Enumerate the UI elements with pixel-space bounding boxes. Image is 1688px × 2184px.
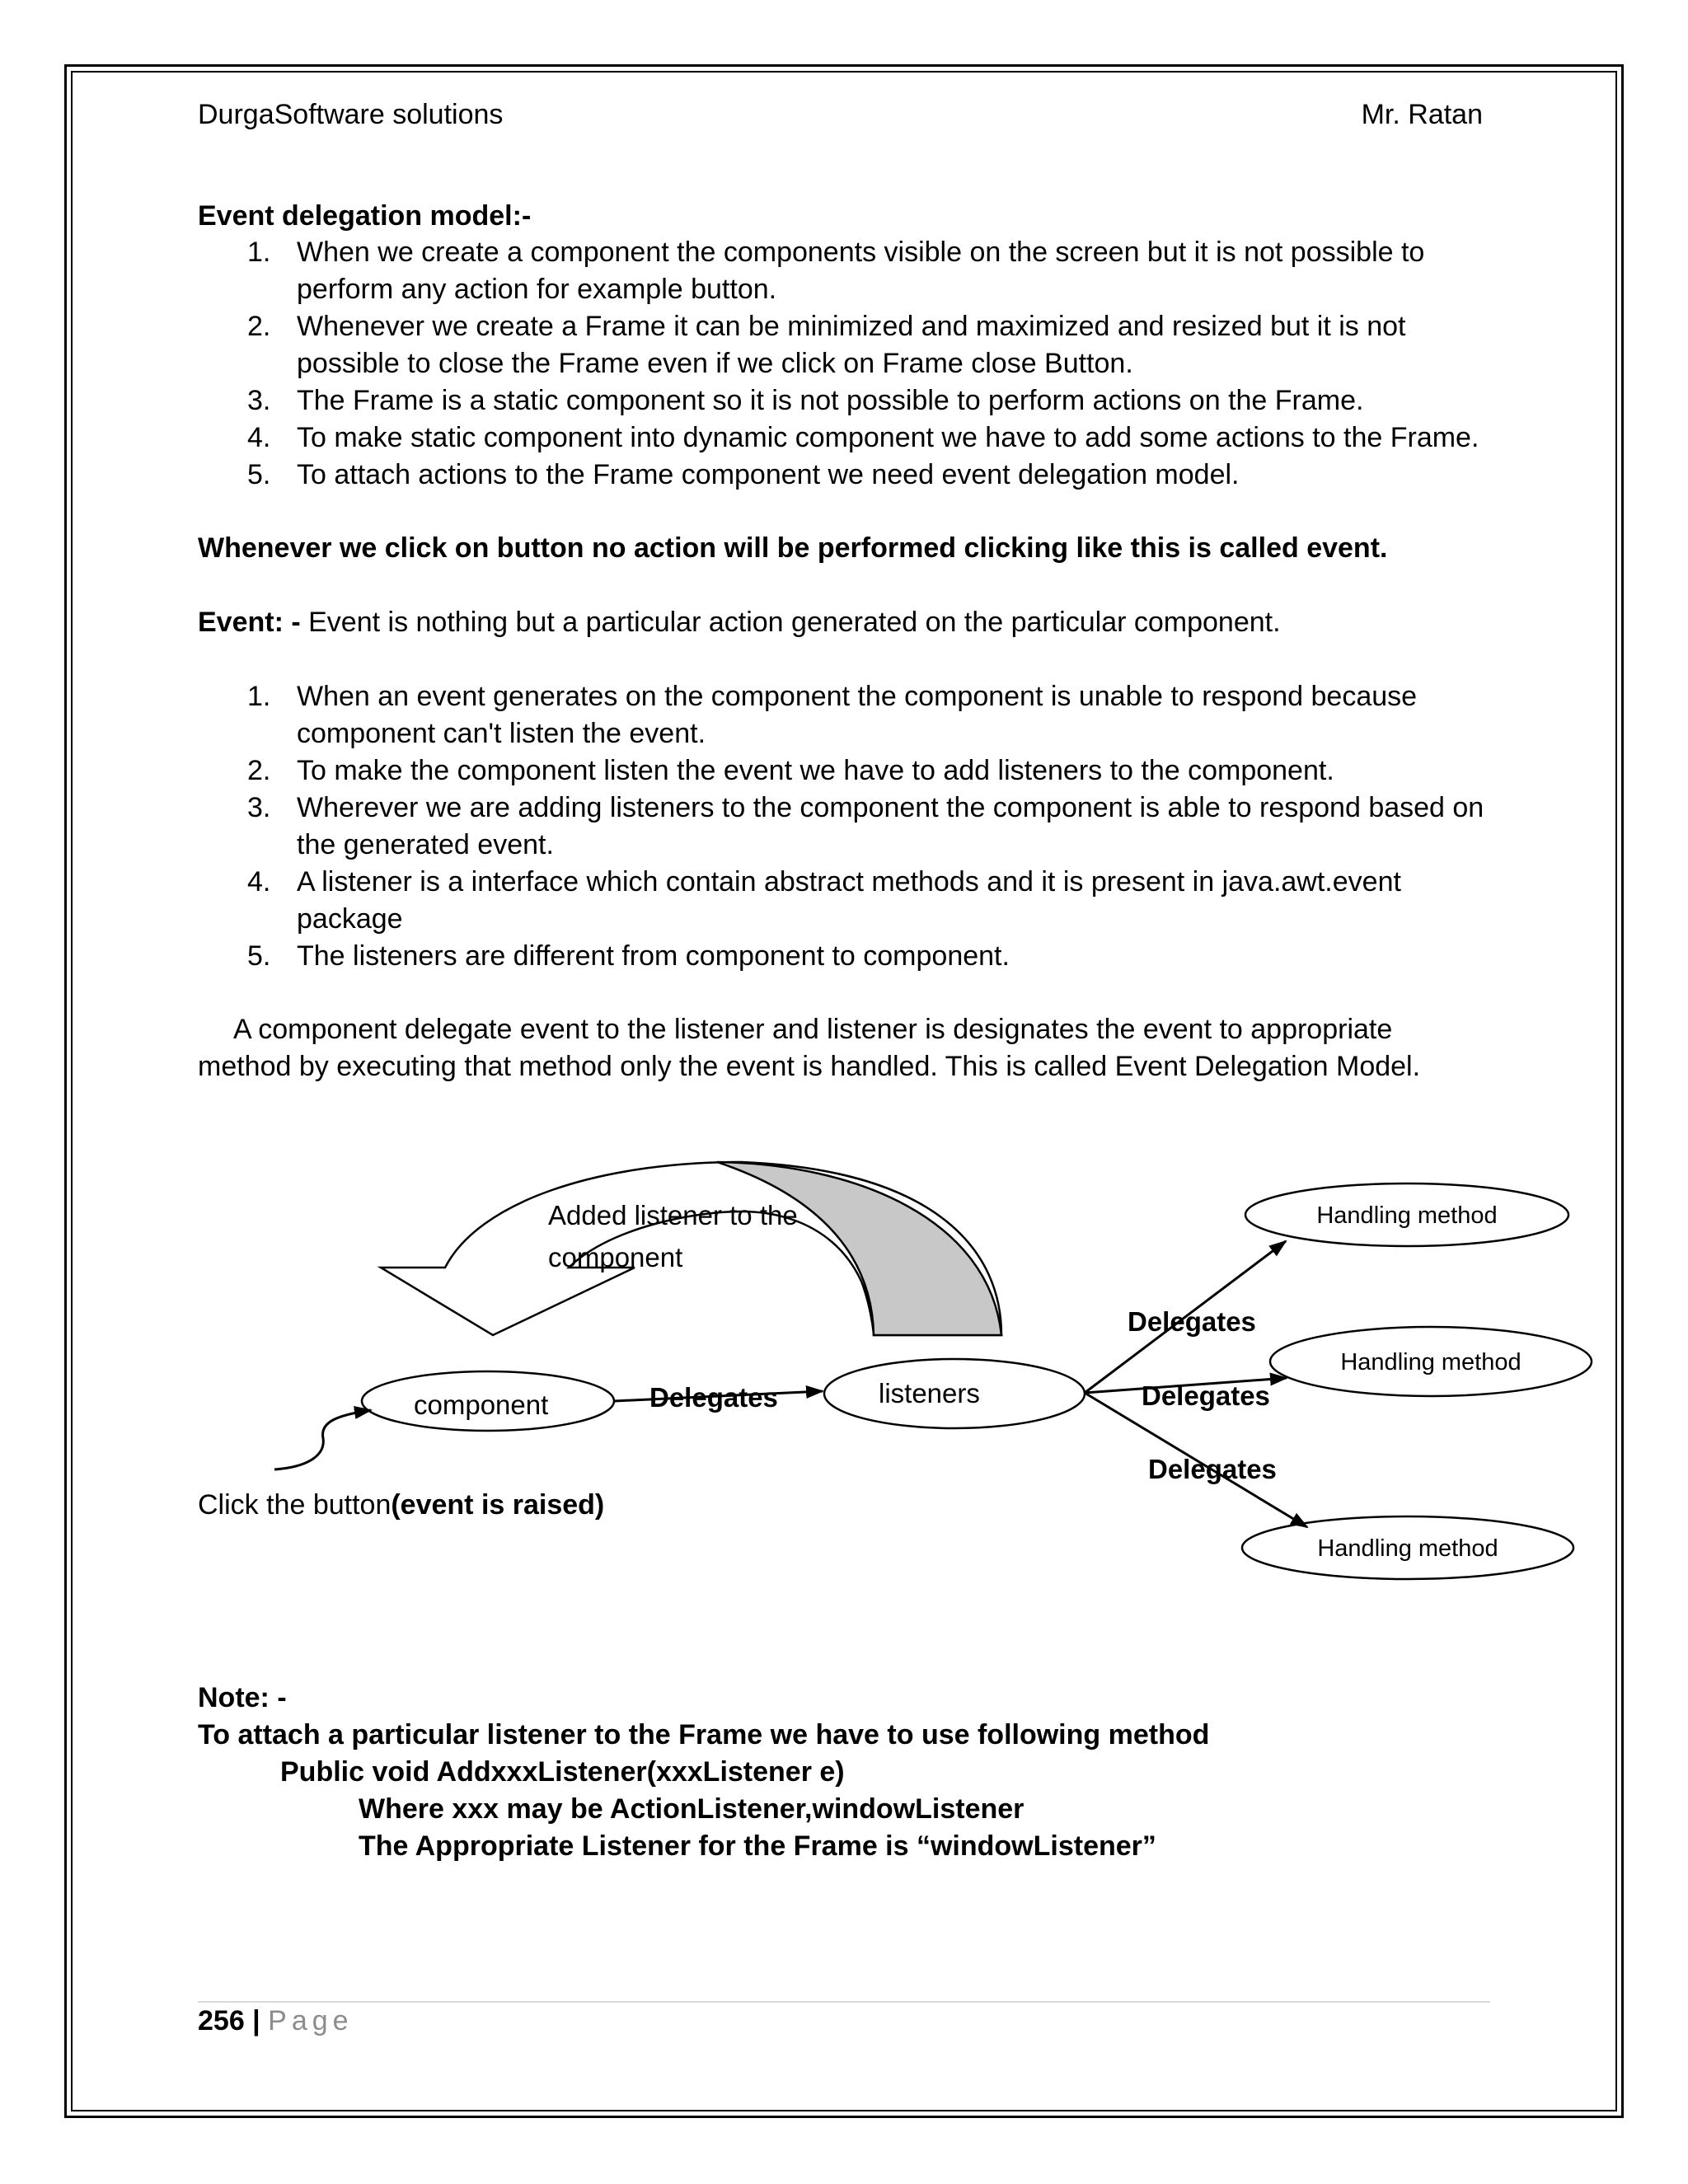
paragraph-line-2: method by executing that method only the event is handled. This is called Event Delegation Model.: [198, 1051, 1421, 1082]
page-label: Page: [268, 2005, 354, 2036]
list-number: 2.: [247, 311, 271, 342]
list-item: Wherever we are adding listeners to the component the component is able to respond based on the generated event.: [297, 792, 1484, 860]
click-arrow: [274, 1410, 371, 1469]
list-item: The listeners are different from component to component.: [297, 940, 1010, 972]
list-item: To make static component into dynamic component we have to add some actions to the Frame.: [297, 422, 1479, 453]
footer-rule: [198, 2001, 1490, 2003]
arrow-label-line-1: Added listener to the: [548, 1200, 798, 1230]
section-heading: Event delegation model:-: [198, 200, 532, 232]
list-number: 5.: [247, 459, 271, 490]
list-item: Whenever we create a Frame it can be minimized and maximized and resized but it is not possible to close the Frame even if we click on Frame close Button.: [297, 311, 1406, 379]
footer-separator: |: [244, 2005, 269, 2036]
note-title: Note: -: [198, 1682, 287, 1713]
component-label: component: [414, 1390, 549, 1420]
list-item: To make the component listen the event we have to add listeners to the component.: [297, 755, 1334, 786]
paragraph-line-1: A component delegate event to the listener and listener is designates the event to appropriate: [233, 1014, 1393, 1045]
handling-method-label-2: Handling method: [1340, 1349, 1522, 1376]
note-line-3: Where xxx may be ActionListener,windowListener: [359, 1793, 1025, 1825]
delegates-label-main: Delegates: [649, 1382, 778, 1413]
list-number: 1.: [247, 681, 271, 712]
list-number: 2.: [247, 755, 271, 786]
note-line-2: Public void AddxxxListener(xxxListener e): [280, 1756, 845, 1788]
list-number: 1.: [247, 237, 271, 268]
list-number: 4.: [247, 422, 271, 453]
note-line-4: The Appropriate Listener for the Frame is “windowListener”: [359, 1830, 1156, 1862]
list-item: When an event generates on the component the component is unable to respond because component can't listen the event.: [297, 681, 1418, 749]
header-company: DurgaSoftware solutions: [198, 99, 504, 130]
bold-statement: Whenever we click on button no action will be performed clicking like this is called event.: [198, 532, 1388, 564]
list-number: 3.: [247, 385, 271, 416]
click-text-bold: (event is raised): [391, 1489, 605, 1521]
delegates-label-3: Delegates: [1148, 1454, 1277, 1484]
list-item: To attach actions to the Frame component we need event delegation model.: [297, 459, 1240, 490]
delegates-label-2: Delegates: [1142, 1380, 1270, 1411]
list-item: A listener is a interface which contain abstract methods and it is present in java.awt.event package: [297, 866, 1401, 935]
event-label: Event: -: [198, 607, 301, 638]
arrow-label-line-2: component: [548, 1242, 683, 1272]
list-number: 3.: [247, 792, 271, 823]
click-text: [198, 1489, 604, 1521]
listeners-label: listeners: [879, 1378, 980, 1408]
page-number: 256: [198, 2005, 245, 2036]
list-number: 5.: [247, 940, 271, 972]
list-number: 4.: [247, 866, 271, 898]
list-item: The Frame is a static component so it is not possible to perform actions on the Frame.: [297, 385, 1364, 416]
list-item: When we create a component the components visible on the screen but it is not possible to perform any action for example button.: [297, 237, 1425, 305]
note-line-1: To attach a particular listener to the Frame we have to use following method: [198, 1719, 1210, 1750]
event-text: Event is nothing but a particular action generated on the particular component.: [300, 607, 1281, 638]
delegates-label-1: Delegates: [1128, 1306, 1256, 1337]
handling-method-label-3: Handling method: [1317, 1535, 1498, 1562]
page-footer: [198, 2005, 354, 2037]
handling-method-label-1: Handling method: [1316, 1202, 1498, 1229]
click-text-normal: Click the button: [198, 1489, 392, 1521]
header-author: Mr. Ratan: [1361, 99, 1483, 130]
